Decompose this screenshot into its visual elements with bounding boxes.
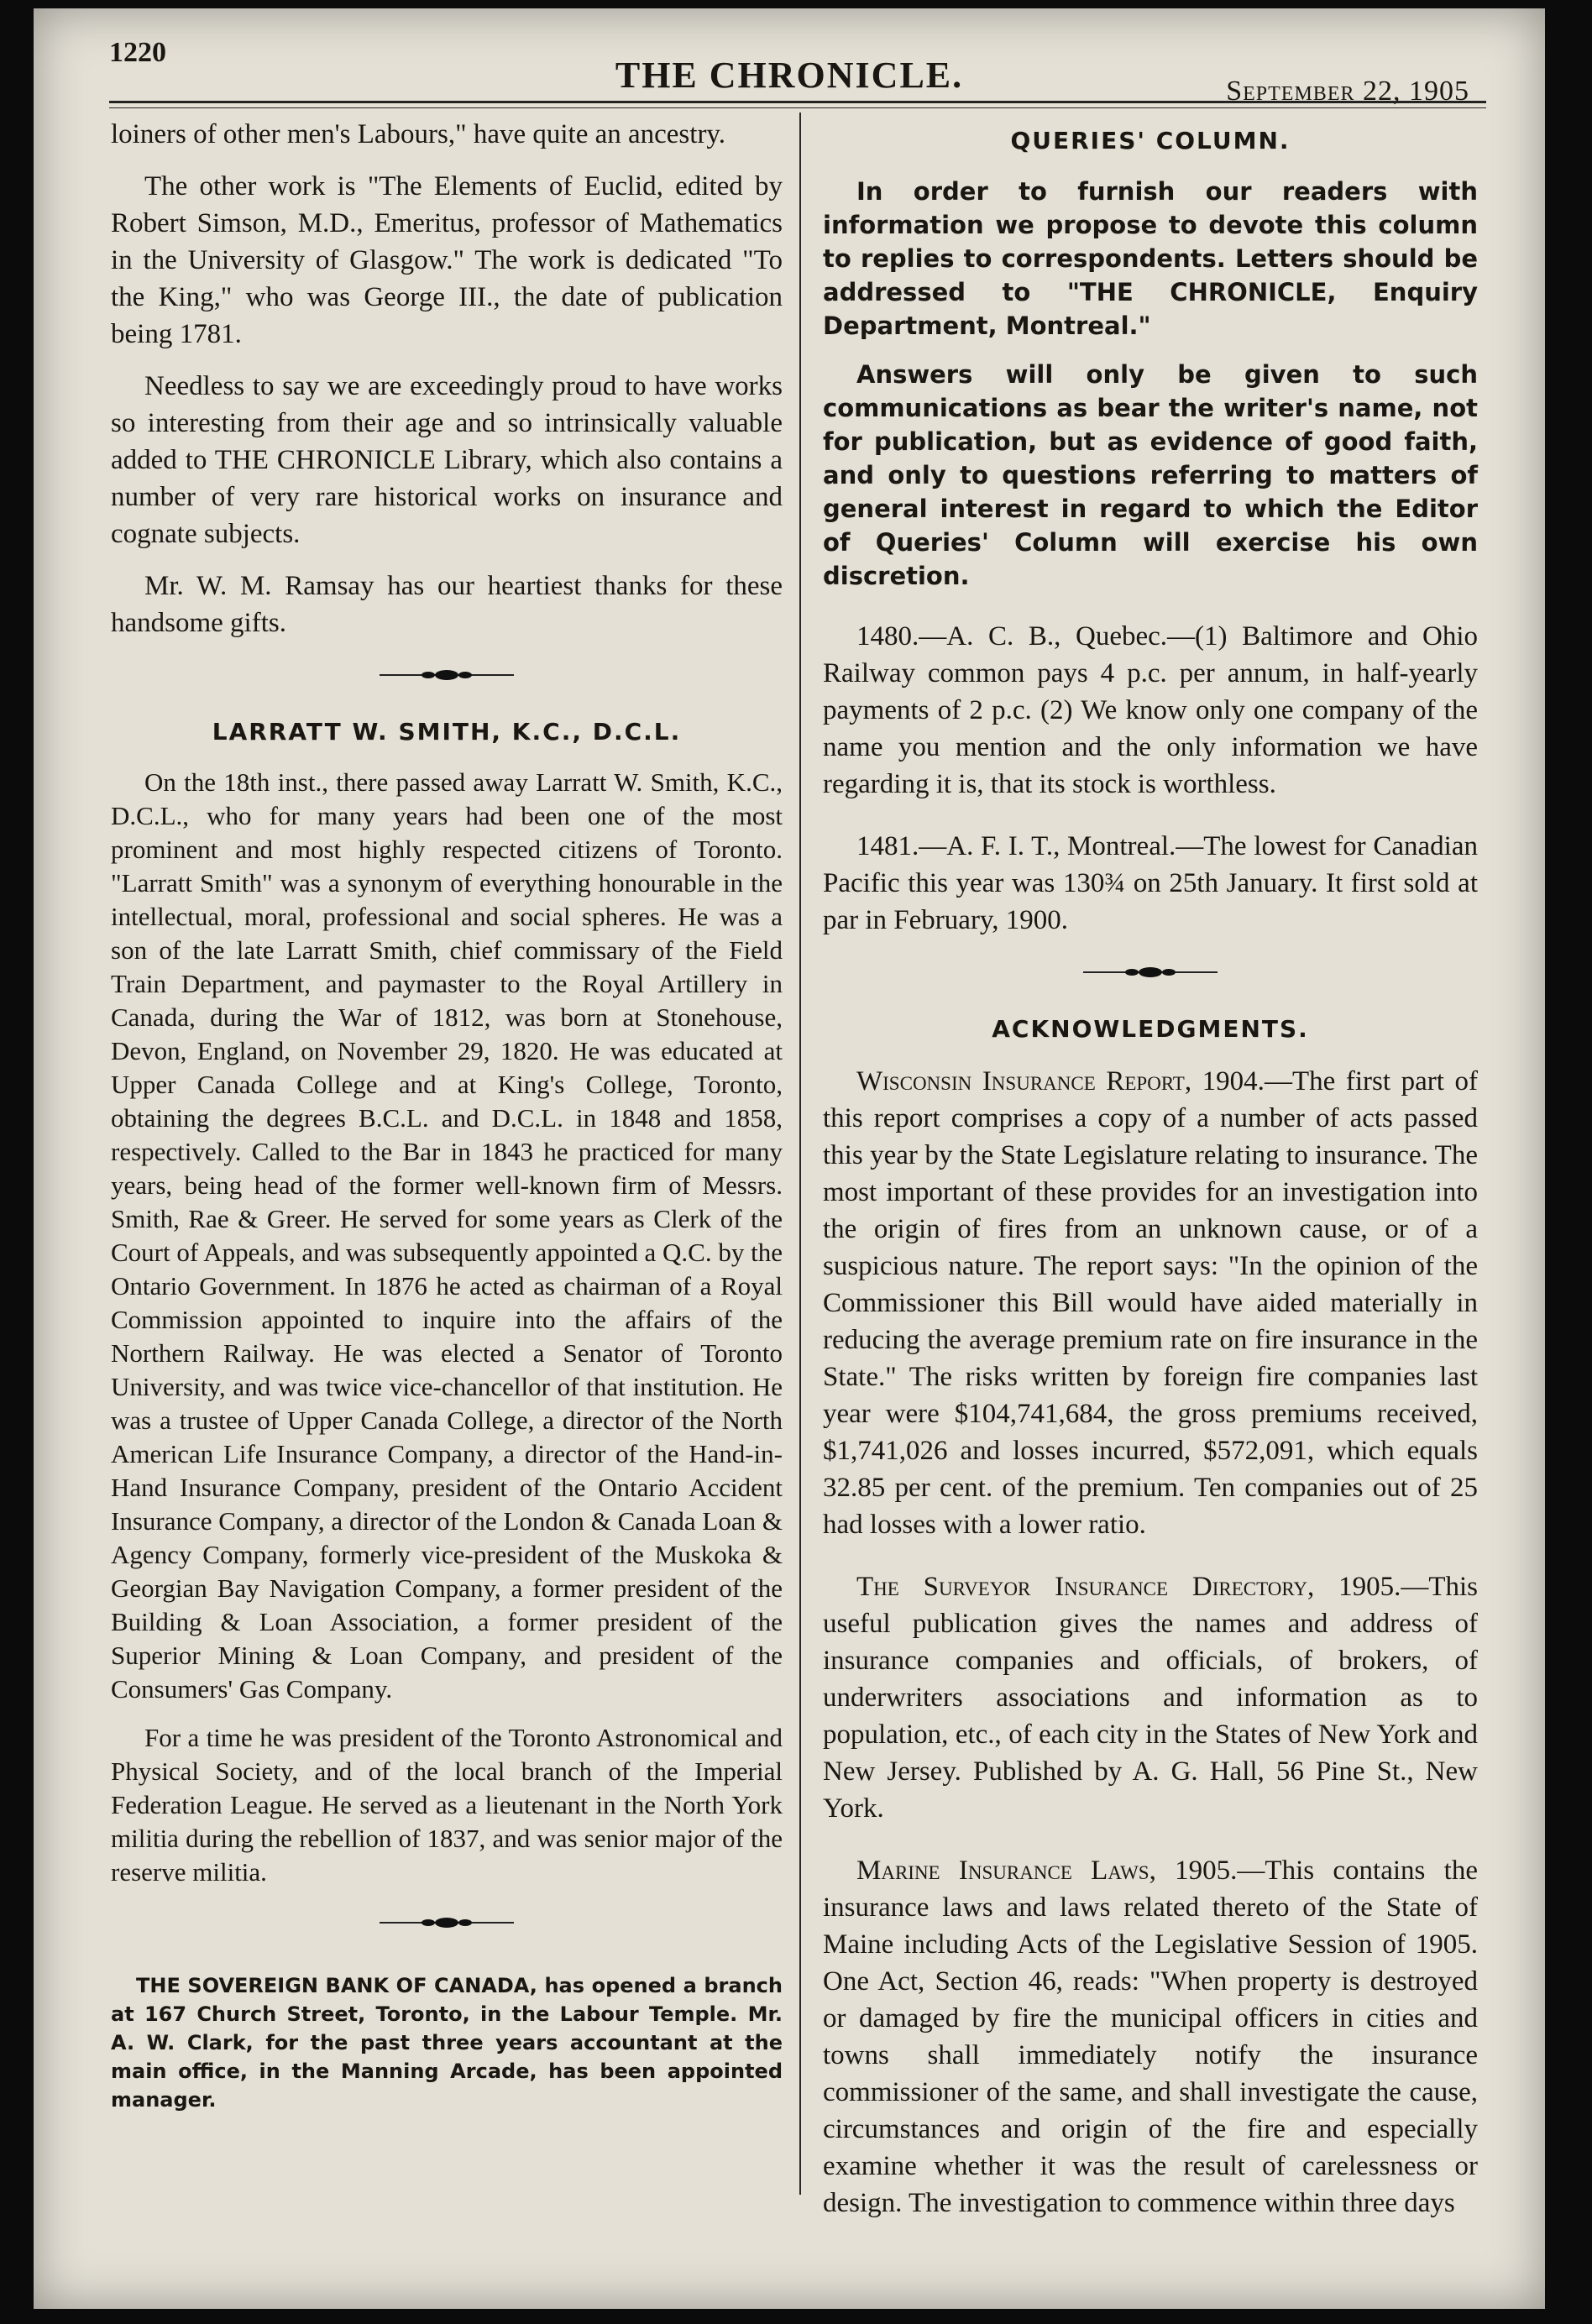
acknowledgment-title: Marine Insurance Laws, 1905. — [856, 1856, 1238, 1886]
ornament-divider — [111, 657, 783, 690]
acknowledgment-surveyor — [823, 1568, 1478, 1827]
acknowledgment-wisconsin — [823, 1063, 1478, 1543]
column-divider — [799, 113, 801, 2195]
queries-rules: Answers will only be given to such communications as bear the writer's name, not for publication, but as evidence of good faith, and only to questions referring to matters of general interest in regard to which the Editor of Queries' Column will exercise his own discretion. — [823, 360, 1478, 590]
paragraph: Mr. W. M. Ramsay has our heartiest thanks for these handsome gifts. — [111, 571, 783, 638]
queries-heading: QUERIES' COLUMN. — [1010, 127, 1291, 154]
answer-1481: 1481.—A. F. I. T., Montreal.—The lowest for Canadian Pacific this year was 130¾ on 25th January. It first sold at par in February, 1900. — [823, 831, 1478, 935]
issue-date: September 22, 1905 — [1226, 76, 1469, 107]
acknowledgment-marine — [823, 1852, 1478, 2222]
publication-title: THE CHRONICLE. — [615, 55, 964, 96]
newspaper-page — [34, 8, 1545, 2309]
paragraph: The other work is "The Elements of Euclid, edited by Robert Simson, M.D., Emeritus, professor of Mathematics in the University of Glasgow." The work is dedicated "To the King," who was George III., the date of publication being 1781. — [111, 171, 783, 349]
acknowledgment-title: The Surveyor Insurance Directory, 1905. — [856, 1572, 1401, 1602]
page-number: 1220 — [109, 37, 166, 68]
page-header — [34, 25, 1545, 107]
acknowledgment-body: —This contains the insurance laws and laws related thereto of the State of Maine including Acts of the Legislative Session of 1905. One Act, Section 46, reads: "When property is destroyed or damaged by fire the municipal officers in cities and towns shall immediately notify the insurance commissioner of the same, and shall investigate the cause, circumstances and origin of the fire and especially examine whether it was the result of carelessness or design. The investigation to commence within three days — [823, 1856, 1478, 2218]
acknowledgment-title: Wisconsin Insurance Report, 1904. — [856, 1066, 1265, 1097]
acknowledgments-heading: ACKNOWLEDGMENTS. — [992, 1015, 1309, 1043]
right-column — [823, 116, 1478, 2237]
acknowledgment-body: —The first part of this report comprises a copy of a number of acts passed this year by the State Legislature relating to insurance. The most important of these provides for an investigation into the origin of fires from an unknown cause, or of a suspicious nature. The report says: "In the opinion of the Commissioner this Bill would have aided materially in reducing the average premium rate on fire insurance in the State." The risks written by foreign fire companies last year were $104,741,684, the gross premiums received, $1,741,026 and losses incurred, $572,091, which equals 32.85 per cent. of the premium. Ten companies out of 25 had losses with a lower ratio. — [823, 1066, 1478, 1540]
answer-1480: 1480.—A. C. B., Quebec.—(1) Baltimore and Ohio Railway common pays 4 p.c. per annum, in half-yearly payments of 2 p.c. (2) We know only one company of the name you mention and the only information we have regarding it is, that its stock is worthless. — [823, 621, 1478, 799]
paragraph: Needless to say we are exceedingly proud to have works so interesting from their age and so intrinsically valuable added to THE CHRONICLE Library, which also contains a number of very rare historical works on insurance and cognate subjects. — [111, 371, 783, 549]
header-rule-thick — [109, 101, 1486, 103]
ornament-divider — [823, 954, 1478, 987]
paragraph: loiners of other men's Labours," have quite an ancestry. — [111, 119, 726, 149]
obituary-heading: LARRATT W. SMITH, K.C., D.C.L. — [212, 718, 682, 746]
header-rule-thin — [109, 107, 1486, 108]
obituary-paragraph: On the 18th inst., there passed away Larratt W. Smith, K.C., D.C.L., who for many years had been one of the most prominent and most highly respected citizens of Toronto. "Larratt Smith" was a synonym of everything honourable in the intellectual, moral, professional and social spheres. He was a son of the late Larratt Smith, chief commissary of the Field Train Department, and paymaster to the Royal Artillery in Canada, during the War of 1812, was born at Stonehouse, Devon, England, on November 29, 1820. He was educated at Upper Canada College and at King's College, Toronto, obtaining the degrees B.C.L. and D.C.L. in 1848 and 1858, respectively. Called to the Bar in 1843 he practiced for many years, being head of the former well-known firm of Messrs. Smith, Rae & Greer. He served for some years as Clerk of the Court of Appeals, and was subsequently appointed a Q.C. by the Ontario Government. In 1876 he acted as chairman of a Royal Commission appointed to inquire into the affairs of the Northern Railway. He was elected a Senator of Toronto University, and was twice vice-chancellor of that institution. He was a trustee of Upper Canada College, a director of the North American Life Insurance Company, a director of the Hand-in-Hand Insurance Company, president of the Ontario Accident Insurance Company, a director of the London & Canada Loan & Agency Company, formerly vice-president of the Muskoka & Georgian Bay Navigation Company, a former president of the Building & Loan Association, a former president of the Superior Mining & Loan Company, and president of the Consumers' Gas Company. — [111, 767, 783, 1704]
left-column — [111, 116, 783, 2129]
ornament-divider — [111, 1904, 783, 1938]
acknowledgment-body: —This useful publication gives the names and address of insurance companies and officials, of brokers, of underwriters associations and information as to population, etc., of each city in the States of New York and New Jersey. Published by A. G. Hall, 56 Pine St., New York. — [823, 1572, 1478, 1824]
obituary-paragraph: For a time he was president of the Toronto Astronomical and Physical Society, and of the local branch of the Imperial Federation League. He served as a lieutenant in the North York militia during the rebellion of 1837, and was senior major of the reserve militia. — [111, 1723, 783, 1887]
bank-notice: THE SOVEREIGN BANK OF CANADA, has opened a branch at 167 Church Street, Toronto, in the Labour Temple. Mr. A. W. Clark, for the past three years accountant at the main office, in the Manning Arcade, has been appointed manager. — [111, 1974, 783, 2112]
queries-intro: In order to furnish our readers with information we propose to devote this column to replies to correspondents. Letters should be addressed to "THE CHRONICLE, Enquiry Department, Montreal." — [823, 177, 1478, 340]
